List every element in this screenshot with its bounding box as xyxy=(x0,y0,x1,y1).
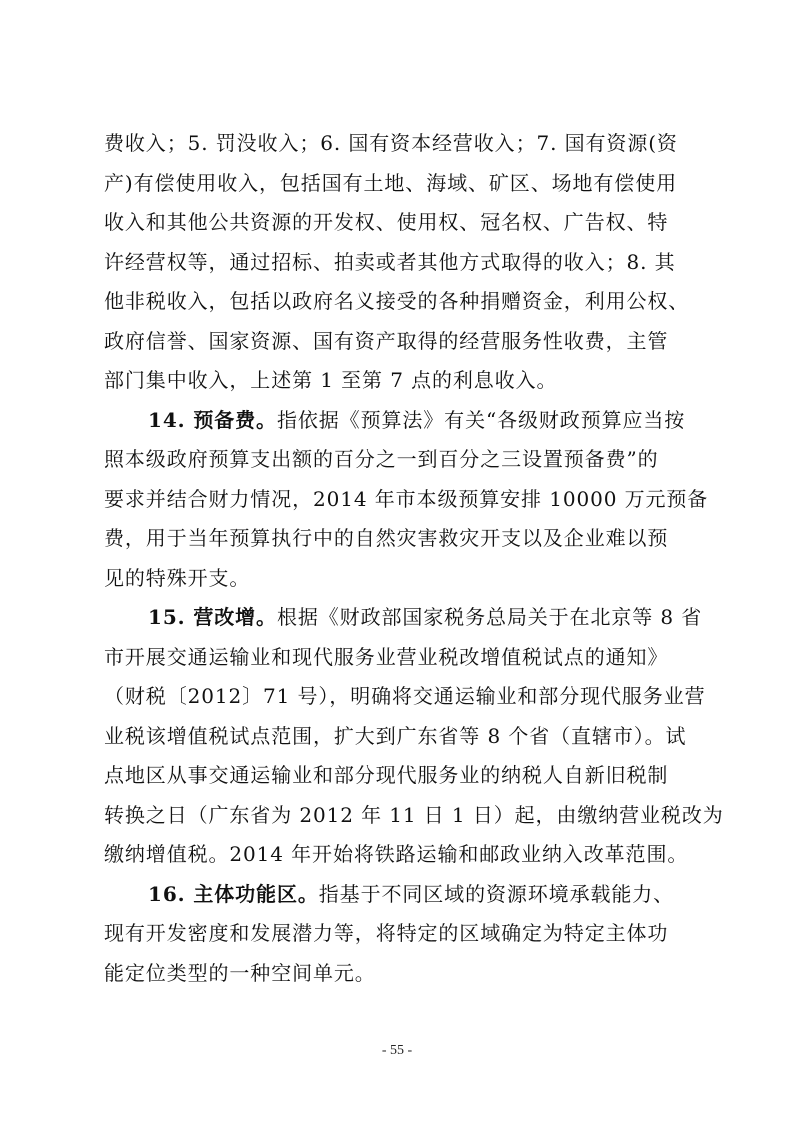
paragraph-16-first-line xyxy=(104,875,690,915)
document-body xyxy=(104,124,724,993)
text-line: 收入和其他公共资源的开发权、使用权、冠名权、广告权、特 xyxy=(104,210,669,234)
text-line: 部门集中收入，上述第 1 至第 7 点的利息收入。 xyxy=(104,368,558,392)
text-line: 能定位类型的一种空间单元。 xyxy=(104,960,376,985)
text-line: 点地区从事交通运输业和部分现代服务业的纳税人自新旧税制 xyxy=(104,763,669,787)
text-line: 见的特殊开支。 xyxy=(104,565,251,590)
text-line: 转换之日（广东省为 2012 年 11 日 1 日）起，由缴纳营业税改为 xyxy=(104,802,724,827)
term-heading-yinggaizeng: 15. 营改增。 xyxy=(148,605,277,629)
text-line: 许经营权等，通过招标、拍卖或者其他方式取得的收入；8. 其 xyxy=(104,249,676,274)
text-line: 政府信誉、国家资源、国有资产取得的经营服务性收费，主管 xyxy=(104,328,669,353)
text-line: （财税〔2012〕71 号），明确将交通运输业和部分现代服务业营 xyxy=(104,684,706,708)
term-heading-yubeifei: 14. 预备费。 xyxy=(148,407,277,432)
paragraph-15-first-line xyxy=(104,598,703,638)
text-line: 市开展交通运输业和现代服务业营业税改增值税试点的通知》 xyxy=(104,644,669,669)
text-line: 他非税收入，包括以政府名义接受的各种捐赠资金，利用公权、 xyxy=(104,289,690,313)
text-span: 指依据《预算法》有关“各级财政预算应当按 xyxy=(276,407,686,432)
text-line: 费，用于当年预算执行中的自然灾害救灾开支以及企业难以预 xyxy=(104,526,669,550)
text-line: 现有开发密度和发展潜力等，将特定的区域确定为特定主体功 xyxy=(104,921,669,945)
page-number: - 55 - xyxy=(381,1043,413,1058)
paragraph-14-first-line xyxy=(104,401,690,441)
text-span: 根据《财政部国家税务总局关于在北京等 8 省 xyxy=(276,605,703,629)
text-line: 业税该增值税试点范围，扩大到广东省等 8 个省（直辖市）。试 xyxy=(104,723,687,748)
term-heading-zhutigongnengqu: 16. 主体功能区。 xyxy=(148,881,319,906)
text-span: 指基于不同区域的资源环境承载能力、 xyxy=(318,881,675,906)
text-line: 费收入；5. 罚没收入；6. 国有资本经营收入；7. 国有资源(资 xyxy=(104,131,678,155)
text-line: 照本级政府预算支出额的百分之一到百分之三设置预备费”的 xyxy=(104,447,659,471)
text-line: 缴纳增值税。2014 年开始将铁路运输和邮政业纳入改革范围。 xyxy=(104,842,689,866)
text-line: 产)有偿使用收入，包括国有土地、海域、矿区、场地有偿使用 xyxy=(104,170,678,195)
text-line: 要求并结合财力情况，2014 年市本级预算安排 10000 万元预备 xyxy=(104,486,709,511)
